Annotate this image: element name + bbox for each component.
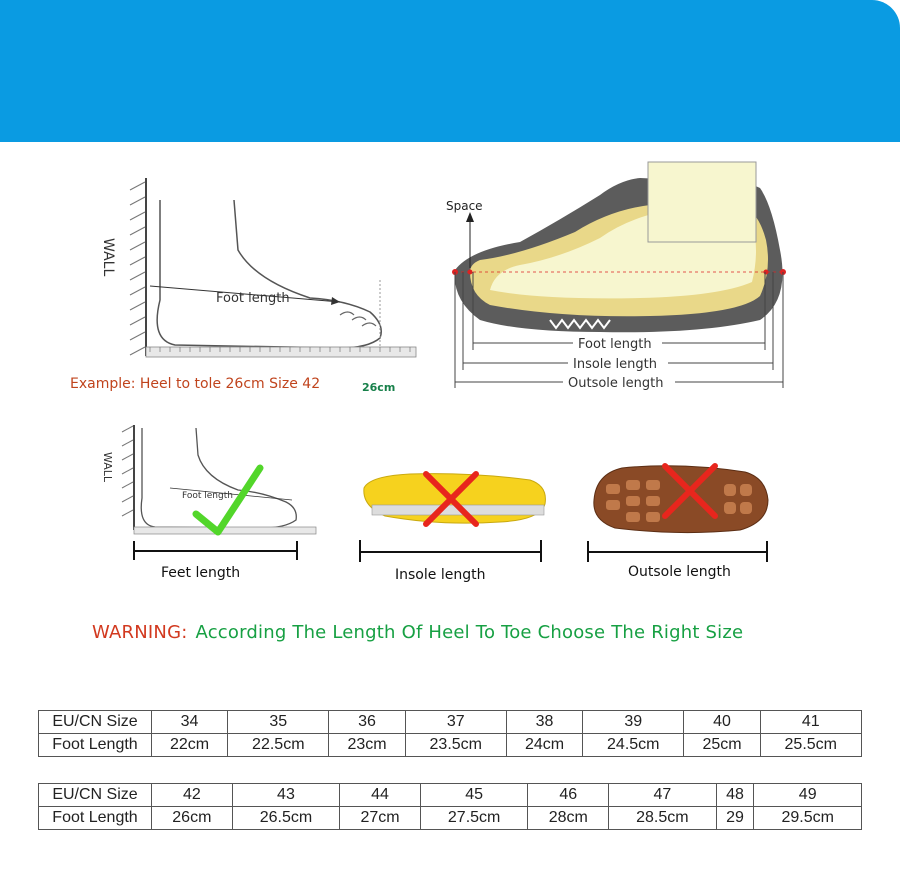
method-caption: Feet length (161, 565, 241, 581)
length-cell: 29 (716, 807, 754, 830)
length-row (39, 734, 862, 757)
method-caption: Outsole length (628, 564, 731, 580)
shoe-cross-section (446, 162, 786, 391)
length-cell: 27cm (340, 807, 421, 830)
size-cell: 38 (506, 711, 582, 734)
row-label: EU/CN Size (39, 711, 152, 734)
row-label: Foot Length (39, 807, 152, 830)
method-wall-label: WALL (101, 452, 114, 483)
ruler-value: 26cm (362, 381, 396, 394)
size-cell: 39 (583, 711, 684, 734)
warning-text: According The Length Of Heel To Toe Choose The Right Size (195, 622, 744, 643)
size-cell: 49 (754, 784, 862, 807)
size-cell: 44 (340, 784, 421, 807)
size-cell: 40 (684, 711, 760, 734)
size-table-2 (38, 783, 862, 830)
wall-label: WALL (100, 238, 116, 277)
size-cell: 47 (609, 784, 717, 807)
length-cell: 26.5cm (232, 807, 340, 830)
method-foot-length-label: Foot length (182, 491, 233, 501)
size-cell: 35 (228, 711, 329, 734)
length-cell: 23.5cm (405, 734, 506, 757)
size-cell: 42 (152, 784, 233, 807)
example-note: Example: Heel to tole 26cm Size 42 (70, 376, 321, 392)
shoe-foot-length-label: Foot length (578, 337, 652, 352)
shoe-insole-length-label: Insole length (573, 357, 657, 372)
size-row (39, 711, 862, 734)
size-cell: 46 (528, 784, 609, 807)
length-cell: 29.5cm (754, 807, 862, 830)
length-cell: 28cm (528, 807, 609, 830)
length-cell: 28.5cm (609, 807, 717, 830)
shoe-outsole-length-label: Outsole length (568, 376, 664, 391)
size-cell: 41 (760, 711, 861, 734)
length-cell: 26cm (152, 807, 233, 830)
warning-label: WARNING: (92, 622, 188, 643)
row-label: Foot Length (39, 734, 152, 757)
size-row (39, 784, 862, 807)
length-cell: 27.5cm (420, 807, 528, 830)
length-row (39, 807, 862, 830)
method-outsole (588, 466, 768, 580)
length-cell: 22cm (152, 734, 228, 757)
size-cell: 34 (152, 711, 228, 734)
method-caption: Insole length (395, 567, 486, 583)
size-cell: 36 (329, 711, 405, 734)
method-insole (360, 474, 545, 583)
method-feet (101, 425, 316, 581)
length-cell: 24cm (506, 734, 582, 757)
warning-banner (92, 622, 852, 643)
space-label: Space (446, 199, 483, 213)
size-cell: 43 (232, 784, 340, 807)
wall-foot-diagram (70, 178, 416, 394)
size-cell: 48 (716, 784, 754, 807)
size-table-1 (38, 710, 862, 757)
length-cell: 22.5cm (228, 734, 329, 757)
size-cell: 45 (420, 784, 528, 807)
length-cell: 25cm (684, 734, 760, 757)
foot-length-label: Foot length (216, 291, 290, 306)
measurement-illustrations (0, 142, 900, 612)
length-cell: 23cm (329, 734, 405, 757)
header-banner (0, 0, 900, 142)
length-cell: 25.5cm (760, 734, 861, 757)
size-cell: 37 (405, 711, 506, 734)
length-cell: 24.5cm (583, 734, 684, 757)
row-label: EU/CN Size (39, 784, 152, 807)
